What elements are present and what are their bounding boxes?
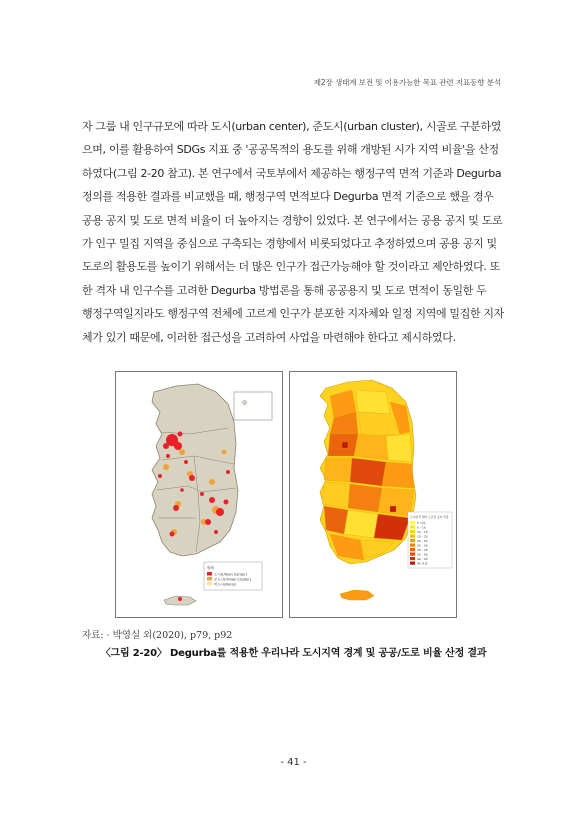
running-header: 제2장 생태계 보전 및 이용가능한 목표 관련 지표동향 분석 [313, 78, 501, 87]
right-legend-item: 40 - 45 [417, 557, 428, 561]
body-line: 하였다(그림 2-20 참고). 본 연구에서 국토부에서 제공하는 행정구역 면적 기준과 Degurba [82, 166, 502, 180]
body-line: 도로의 활용도를 높이기 위해서는 더 많은 인구가 접근가능해야 할 것이라고 제안하였다. 또 [82, 260, 500, 274]
right-legend-item: 5 - 10 [417, 525, 426, 530]
page-number: - 41 - [280, 757, 307, 768]
right-legend-title: 도시면적 대비 도로및 공지 비율 [410, 515, 449, 519]
right-legend-item: 25 - 30 [417, 543, 428, 548]
body-line: 정의를 적용한 결과를 비교했을 때, 행정구역 면적보다 Degurba 면적 기준으로 했을 경우 [82, 190, 494, 204]
left-legend-item: 비도시(Rural) [214, 582, 236, 587]
jeju-island [340, 590, 374, 600]
left-legend-title: 범례 [207, 566, 214, 570]
body-line: 가 인구 밀집 지역을 중심으로 구축되는 경향에서 비롯되었다고 추정하였으며 공용 공지 및 [82, 236, 497, 250]
figure-maps [115, 371, 468, 618]
right-legend-item: 35 - 40 [417, 552, 428, 557]
body-line: 행정구역일지라도 행정구역 전체에 고르게 인구가 분포한 지자체와 일정 지역에 밀집한 지자 [82, 307, 504, 321]
body-line: 한 격자 내 인구수를 고려한 Degurba 방법론을 통해 공공용지 및 도로 면적이 동일한 두 [82, 283, 487, 297]
korea-map-ratio [290, 372, 456, 617]
right-legend-item: 10 - 15 [417, 530, 428, 534]
right-legend-item: 15 - 20 [417, 534, 428, 539]
mainland-shape [152, 384, 238, 556]
left-legend-item: 준도시(Urban Cluster) [214, 577, 251, 582]
road-ratio-map [289, 371, 457, 618]
figure-caption: 〈그림 2-20〉 Degurba를 적용한 우리나라 도시지역 경계 및 공공/도로 비율 산정 결과 [100, 648, 487, 659]
right-legend-item: 20 - 25 [417, 539, 428, 543]
body-paragraph [82, 115, 507, 349]
right-legend-item: 45 초과 [417, 561, 428, 566]
korea-map-urban [116, 372, 282, 617]
left-legend-item: 도시(Urban Center) [214, 572, 247, 577]
body-line: 체가 있기 때문에, 이러한 접근성을 고려하여 사업을 마련해야 한다고 제시하였다. [82, 330, 456, 344]
body-line: 자 그룹 내 인구규모에 따라 도시(urban center), 준도시(urban cluster), 시골로 구분하였 [82, 120, 501, 133]
right-legend-item: 30 - 35 [417, 548, 428, 552]
figure-source: 자료: · 박영실 외(2020), p79, p92 [82, 630, 233, 641]
body-line: 으며, 이를 활용하여 SDGs 지표 중 '공공목적의 용도를 위해 개방된 시가 지역 비율'을 산정 [82, 143, 499, 157]
urban-classification-map [115, 371, 283, 618]
inset-box [234, 392, 272, 420]
right-legend-item: 5 이하 [417, 521, 426, 525]
body-line: 공용 공지 및 도로 면적 비율이 더 높아지는 경향이 있었다. 본 연구에서는 공용 공지 및 도로 [82, 213, 503, 227]
